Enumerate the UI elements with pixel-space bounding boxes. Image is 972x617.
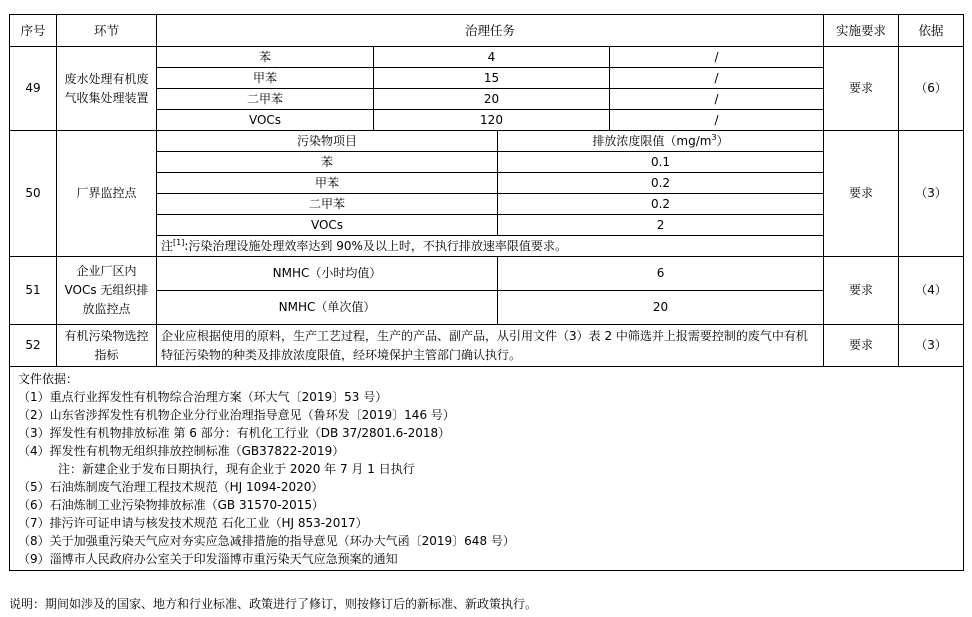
row49-item-rate: /	[610, 68, 824, 89]
header-stage: 环节	[57, 15, 157, 47]
header-seq: 序号	[10, 15, 57, 47]
row50-requirement: 要求	[824, 131, 899, 257]
row51-item-name: NMHC（单次值）	[157, 291, 498, 325]
row50-item-value: 2	[498, 215, 824, 236]
row50-item-name: 二甲苯	[157, 194, 498, 215]
file-basis-item: （3）挥发性有机物排放标准 第 6 部分：有机化工行业（DB 37/2801.6-2018）	[18, 426, 451, 440]
row50-basis: （3）	[899, 131, 964, 257]
table-header-row	[10, 15, 964, 47]
row49-item-name: 苯	[157, 47, 374, 68]
row51-item-value: 20	[498, 291, 824, 325]
governance-task-table	[9, 14, 964, 571]
row51-basis: （4）	[899, 257, 964, 325]
row50-item-value: 0.1	[498, 152, 824, 173]
header-requirement: 实施要求	[824, 15, 899, 47]
file-basis-title: 文件依据：	[18, 372, 79, 386]
row49-item-rate: /	[610, 47, 824, 68]
row50-note: 注[1]:污染治理设施处理效率达到 90%及以上时，不执行排放速率限值要求。	[157, 236, 824, 257]
table-row	[10, 47, 964, 68]
table-row	[10, 325, 964, 367]
row50-seq: 50	[10, 131, 57, 257]
row49-item-name: 二甲苯	[157, 89, 374, 110]
row50-item-value: 0.2	[498, 194, 824, 215]
file-basis-note: 注：新建企业于发布日期执行，现有企业于 2020 年 7 月 1 日执行	[58, 462, 415, 476]
file-basis-item: （9）淄博市人民政府办公室关于印发淄博市重污染天气应急预案的通知	[18, 552, 398, 566]
table-row	[10, 131, 964, 152]
row50-col-limit: 排放浓度限值$(mg/m^3)$	[498, 131, 824, 152]
row49-basis: （6）	[899, 47, 964, 131]
file-basis-item: （7）排污许可证申请与核发技术规范 石化工业（HJ 853-2017）	[18, 516, 368, 530]
row50-col-pollutant: 污染物项目	[157, 131, 498, 152]
row49-seq: 49	[10, 47, 57, 131]
row49-item-name: 甲苯	[157, 68, 374, 89]
row52-requirement: 要求	[824, 325, 899, 367]
row52-task: 企业应根据使用的原料，生产工艺过程，生产的产品、副产品，从引用文件（3）表 2 中筛选并上报需要控制的废气中有机特征污染物的种类及排放浓度限值，经环境保护主管部门确认执行。	[157, 325, 824, 367]
row49-item-value: 4	[374, 47, 610, 68]
row50-item-name: 苯	[157, 152, 498, 173]
header-task: 治理任务	[157, 15, 824, 47]
row50-stage: 厂界监控点	[57, 131, 157, 257]
row52-basis: （3）	[899, 325, 964, 367]
file-basis-item: （2）山东省涉挥发性有机物企业分行业治理指导意见（鲁环发〔2019〕146 号）	[18, 408, 455, 422]
row50-item-name: VOCs	[157, 215, 498, 236]
file-basis-item: （1）重点行业挥发性有机物综合治理方案（环大气〔2019〕53 号）	[18, 390, 388, 404]
file-basis-item: （8）关于加强重污染天气应对夯实应急减排措施的指导意见（环办大气函〔2019〕648 号）	[18, 534, 515, 548]
row49-item-name: VOCs	[157, 110, 374, 131]
row51-seq: 51	[10, 257, 57, 325]
row51-item-value: 6	[498, 257, 824, 291]
row49-requirement: 要求	[824, 47, 899, 131]
table-row	[10, 257, 964, 291]
row49-item-rate: /	[610, 89, 824, 110]
row49-item-value: 20	[374, 89, 610, 110]
row52-seq: 52	[10, 325, 57, 367]
file-basis-item: （5）石油炼制废气治理工程技术规范（HJ 1094-2020）	[18, 480, 324, 494]
file-basis-item: （6）石油炼制工业污染物排放标准（GB 31570-2015）	[18, 498, 325, 512]
row49-item-rate: /	[610, 110, 824, 131]
file-basis-cell	[10, 367, 964, 571]
row50-item-name: 甲苯	[157, 173, 498, 194]
file-basis-item: （4）挥发性有机物无组织排放控制标准（GB37822-2019）	[18, 444, 345, 458]
file-basis-row	[10, 367, 964, 571]
row51-stage: 企业厂区内 VOCs 无组织排放监控点	[57, 257, 157, 325]
row52-stage: 有机污染物选控指标	[57, 325, 157, 367]
row49-stage: 废水处理有机废气收集处理装置	[57, 47, 157, 131]
row50-item-value: 0.2	[498, 173, 824, 194]
header-basis: 依据	[899, 15, 964, 47]
row51-item-name: NMHC（小时均值）	[157, 257, 498, 291]
row51-requirement: 要求	[824, 257, 899, 325]
row49-item-value: 15	[374, 68, 610, 89]
row49-item-value: 120	[374, 110, 610, 131]
footer-remark: 说明：期间如涉及的国家、地方和行业标准、政策进行了修订，则按修订后的新标准、新政策执行。	[9, 597, 538, 611]
